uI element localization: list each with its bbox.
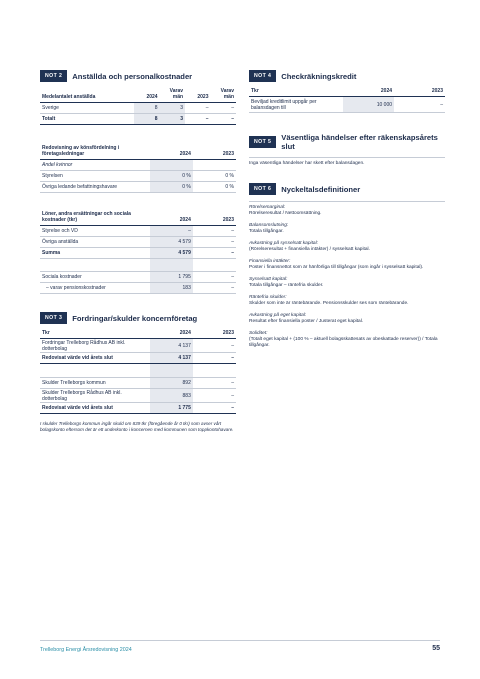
definition-body: Rörelseresultat / Nettoomsättning.	[249, 211, 322, 216]
note6-header	[249, 183, 445, 195]
note3-badge: NOT 3	[40, 312, 67, 324]
definition-item	[249, 205, 445, 217]
note2-header	[40, 70, 236, 82]
row-value: 892	[150, 378, 193, 389]
row-value: 0 %	[225, 184, 234, 190]
definition-item	[249, 331, 445, 349]
credit-table	[249, 88, 445, 113]
gender-header-2024: 2024	[179, 151, 191, 157]
note3-title: Fordringar/skulder koncernföretag	[72, 313, 198, 323]
row-value: –	[231, 116, 234, 122]
note3-footnote: I skulder Trelleborgs kommun ingår skuld om 839 tkr (föregående år 0 tkr) som avser vårt bolagskonto eftersom det är ett underkonto i koncernen med kommunen som toppkontohavare.	[40, 421, 234, 433]
salaries-table	[40, 211, 236, 294]
gender-header-label: Redovisning av könsfördelning i företagsledningar	[42, 145, 120, 157]
row-subheading: Andel kvinnor	[42, 162, 73, 168]
row-value: –	[231, 274, 234, 280]
left-column	[40, 70, 236, 433]
footer-divider	[40, 640, 440, 641]
employees-header-varav2: Varav män	[220, 88, 234, 100]
definition-body: (Totalt eget kapital + (100 % – aktuell bolagsskattesats av obeskattade reserver)) / Totala tillgångar.	[249, 337, 438, 348]
employees-header-2024: 2024	[146, 94, 158, 100]
table-row	[40, 237, 236, 248]
table-row	[40, 171, 236, 182]
note4-title: Checkräkningskredit	[281, 71, 357, 81]
row-label: Styrelse och VD	[42, 228, 78, 234]
definition-term: Finansiella intäkter:	[249, 259, 291, 264]
gender-header-2023: 2023	[222, 151, 234, 157]
row-value: –	[231, 228, 234, 234]
table-row	[40, 103, 236, 114]
row-label: Övriga ledande befattningshavare	[42, 184, 118, 190]
row-value: –	[231, 250, 234, 256]
receivables-header-2024: 2024	[179, 330, 191, 336]
definition-body: Totala tillgångar – räntefria skulder.	[249, 283, 324, 288]
row-value: 1 795	[150, 272, 193, 283]
row-value: 183	[150, 283, 193, 294]
definition-term: Avkastning på eget kapital:	[249, 313, 307, 318]
definition-item	[249, 277, 445, 289]
row-value: 3	[160, 114, 185, 125]
row-value: 0 %	[225, 173, 234, 179]
row-value: –	[231, 380, 234, 386]
row-label: – varav pensionskostnader	[46, 285, 106, 291]
row-label: Redovisat värde vid årets slut	[42, 355, 113, 361]
salaries-header-2024: 2024	[179, 217, 191, 223]
row-value: 4 579	[150, 237, 193, 248]
definition-item	[249, 241, 445, 253]
table-row	[40, 160, 236, 171]
row-value: 4 137	[150, 353, 193, 364]
note4-header	[249, 70, 445, 82]
gender-distribution-table	[40, 145, 236, 193]
definition-item	[249, 295, 445, 307]
row-label: Övriga anställda	[42, 239, 79, 245]
definition-body: Poster i finansnettot som är hänförliga till tillgångar (som ingår i sysselsatt kapital).	[249, 265, 424, 270]
row-value: 8	[134, 114, 159, 125]
row-value: 4 579	[150, 248, 193, 259]
row-label: Styrelsen	[42, 173, 63, 179]
right-column	[249, 70, 445, 355]
definition-item	[249, 259, 445, 271]
receivables-header-2023: 2023	[222, 330, 234, 336]
definition-term: Balansomslutning:	[249, 223, 289, 228]
table-row	[40, 272, 236, 283]
row-value: –	[231, 355, 234, 361]
employees-table	[40, 88, 236, 125]
table-row	[40, 114, 236, 125]
footer-report-title: Trelleborg Energi Årsredovisning 2024	[40, 647, 132, 653]
row-value: 3	[160, 103, 185, 114]
row-value: 10 000	[343, 97, 394, 113]
note5-badge: NOT 5	[249, 136, 276, 148]
row-value: –	[150, 226, 193, 237]
row-value: 1 775	[150, 403, 193, 414]
row-label: Sociala kostnader	[42, 274, 82, 280]
note2-badge: NOT 2	[40, 70, 67, 82]
definition-body: Resultat efter finansiella poster / Justerat eget kapital.	[249, 319, 364, 324]
note6-title: Nyckeltalsdefinitioner	[281, 184, 361, 194]
employees-header-2023: 2023	[197, 94, 209, 100]
row-value: 8	[134, 103, 159, 114]
note3-header	[40, 312, 236, 324]
row-value: –	[440, 101, 443, 108]
note5-header	[249, 133, 445, 151]
table-row	[40, 226, 236, 237]
row-label: Fordringar Trelleborg Rådhus AB inkl. dotterbolag	[42, 339, 126, 352]
salaries-header-2023: 2023	[222, 217, 234, 223]
definition-body: Totala tillgångar.	[249, 229, 284, 234]
row-label: Summa	[42, 250, 61, 256]
row-value: 0 %	[150, 182, 193, 193]
row-value: –	[205, 105, 209, 111]
table-row	[40, 403, 236, 414]
row-label: Totalt	[42, 116, 56, 122]
credit-header-label: Tkr	[251, 88, 259, 94]
row-value: –	[205, 116, 209, 122]
definition-item	[249, 223, 445, 235]
row-label: Beviljad kreditlimit uppgår per balansdagen till	[251, 98, 317, 111]
definitions-list	[249, 201, 445, 349]
definition-term: Sysselsatt kapital:	[249, 277, 288, 282]
row-value: –	[231, 342, 234, 349]
row-value: 0 %	[150, 171, 193, 182]
row-label: Skulder Trelleborgs kommun	[42, 380, 106, 386]
page-number: 55	[432, 645, 440, 652]
receivables-header-label: Tkr	[42, 330, 50, 336]
note2-title: Anställda och personalkostnader	[72, 71, 193, 81]
row-value: 883	[150, 389, 193, 403]
row-value: –	[231, 285, 234, 291]
table-row	[249, 97, 445, 113]
definition-term: Rörelsemarginal:	[249, 205, 286, 210]
note5-text: Inga väsentliga händelser har skett efter balansdagen.	[249, 157, 445, 167]
definition-term: Räntefria skulder:	[249, 295, 287, 300]
definition-item	[249, 313, 445, 325]
row-label: Redovisat värde vid årets slut	[42, 405, 113, 411]
row-label: Skulder Trelleborgs Rådhus AB inkl. dotterbolag	[42, 389, 122, 402]
table-row	[40, 378, 236, 389]
table-row	[40, 283, 236, 294]
definition-term: Soliditet:	[249, 331, 268, 336]
note5-title: Väsentliga händelser efter räkenskapsårets slut	[281, 133, 438, 151]
note6-badge: NOT 6	[249, 183, 276, 195]
employees-header-varav1: Varav män	[169, 88, 184, 100]
definition-body: Skulder som inte är räntebärande. Pensionsskulder ses som räntebärande.	[249, 301, 409, 306]
credit-header-2024: 2024	[380, 88, 393, 94]
table-row	[40, 353, 236, 364]
note4-badge: NOT 4	[249, 70, 276, 82]
definition-term: Avkastning på sysselsatt kapital:	[249, 241, 318, 246]
credit-header-2023: 2023	[431, 88, 443, 94]
table-row	[40, 389, 236, 403]
row-value: 4 137	[150, 339, 193, 353]
row-value: –	[231, 392, 234, 399]
table-row	[40, 339, 236, 353]
receivables-table	[40, 330, 236, 414]
row-label: Sverige	[42, 105, 59, 111]
row-value: –	[231, 405, 234, 411]
salaries-header-label: Löner, andra ersättningar och sociala kostnader (tkr)	[42, 211, 131, 223]
definition-body: (Rörelseresultat + finansiella intäkter) / sysselsatt kapital.	[249, 247, 370, 252]
row-value: –	[231, 105, 234, 111]
table-row	[40, 182, 236, 193]
row-value: –	[231, 239, 234, 245]
table-row	[40, 248, 236, 259]
employees-header-label: Medelantalet anställda	[42, 94, 96, 100]
